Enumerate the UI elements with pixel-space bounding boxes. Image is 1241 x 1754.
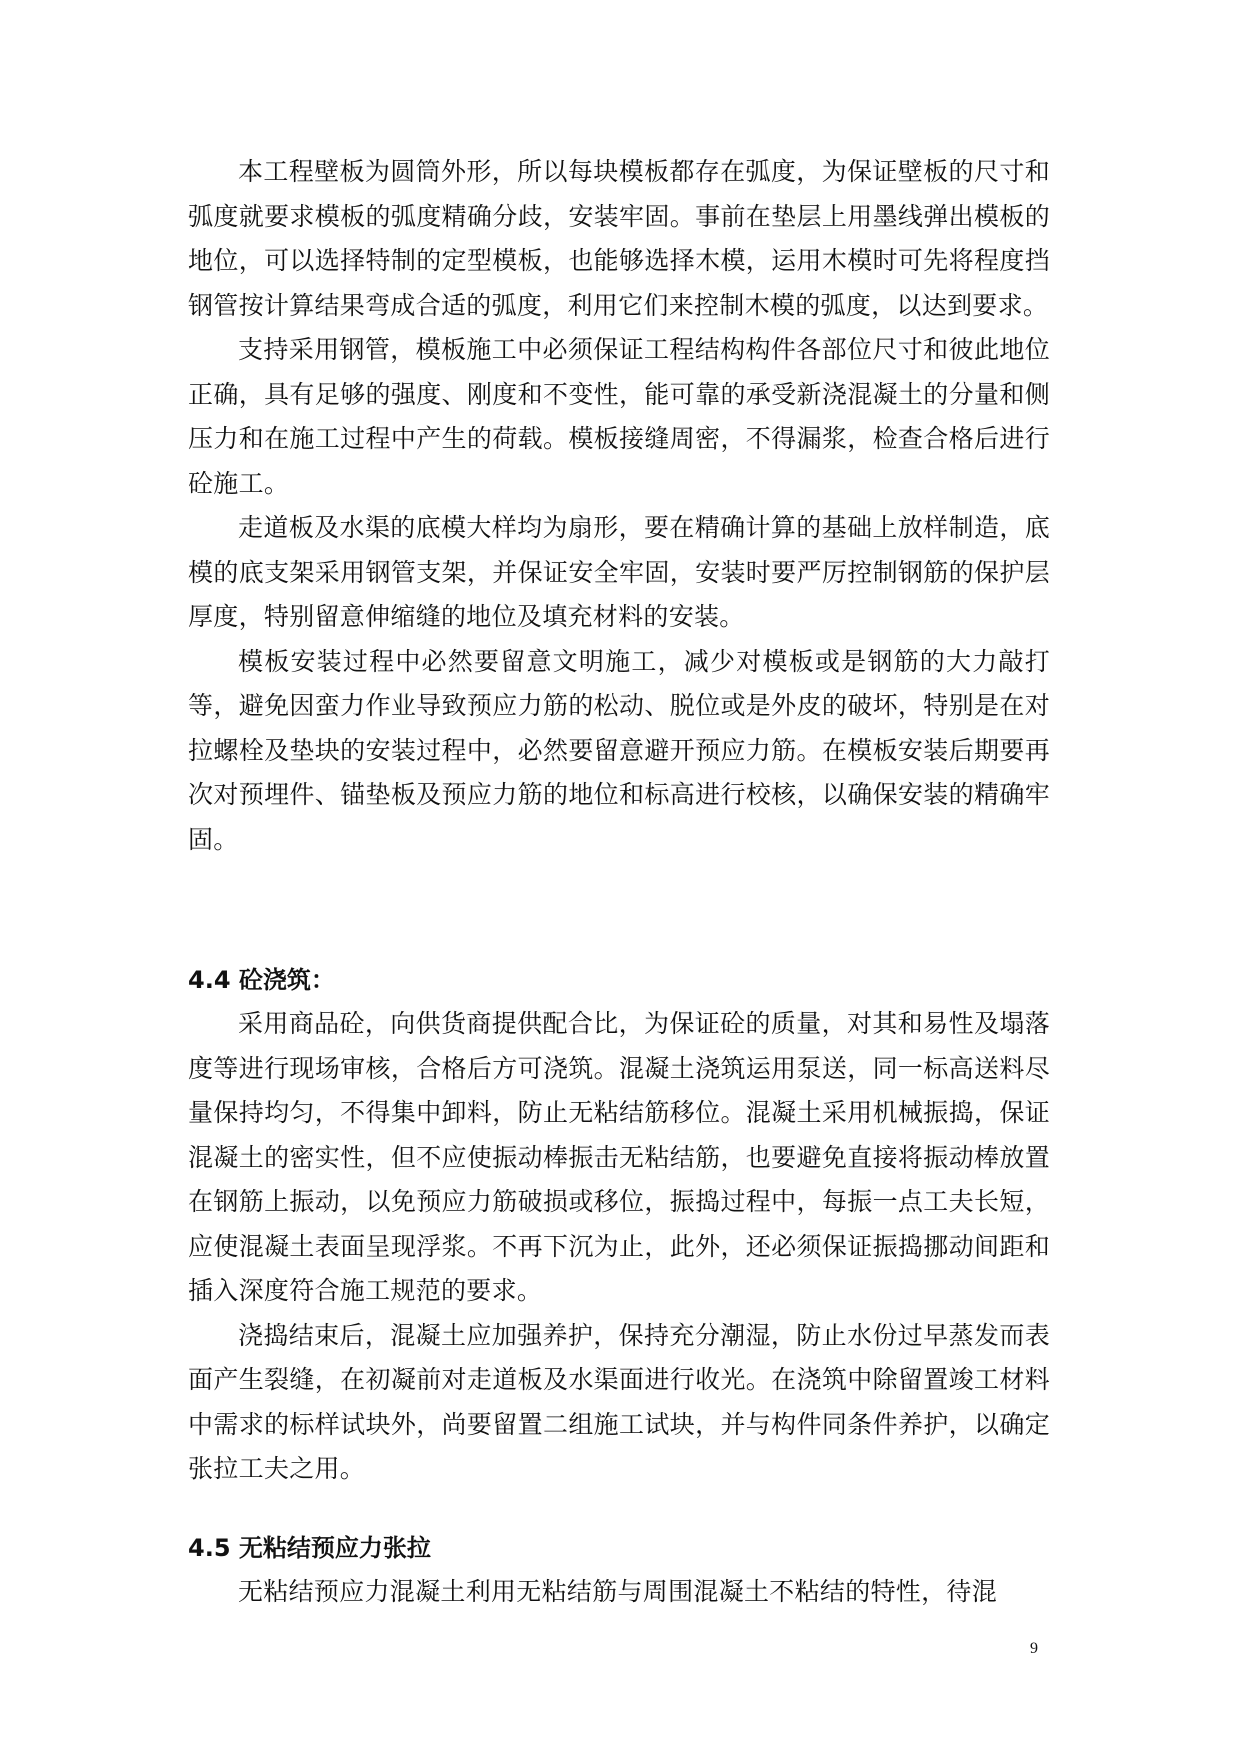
body-paragraph: 浇捣结束后，混凝土应加强养护，保持充分潮湿，防止水份过早蒸发而表面产生裂缝，在初凝前对走道板及水渠面进行收光。在浇筑中除留置竣工材料中需求的标样试块外，尚要留置二组施工试块，并与构件同条件养护，以确定张拉工夫之用。 <box>188 1320 1050 1483</box>
section-heading-4-4: 4.4 砼浇筑： <box>188 966 335 994</box>
body-paragraph: 无粘结预应力混凝土利用无粘结筋与周围混凝土不粘结的特性，待混 <box>238 1576 998 1606</box>
body-paragraph: 走道板及水渠的底模大样均为扇形，要在精确计算的基础上放样制造，底模的底支架采用钢管支架，并保证安全牢固，安装时要严厉控制钢筋的保护层厚度，特别留意伸缩缝的地位及填充材料的安装。 <box>188 513 1050 631</box>
body-paragraph: 本工程壁板为圆筒外形，所以每块模板都存在弧度，为保证壁板的尺寸和弧度就要求模板的弧度精确分歧，安装牢固。事前在垫层上用墨线弹出模板的地位，可以选择特制的定型模板，也能够选择木模，运用木模时可先将程度挡钢管按计算结果弯成合适的弧度，利用它们来控制木模的弧度，以达到要求。 <box>188 157 1050 320</box>
page-content <box>188 150 1050 1614</box>
body-paragraph: 支持采用钢管，模板施工中必须保证工程结构构件各部位尺寸和彼此地位正确，具有足够的强度、刚度和不变性，能可靠的承受新浇混凝土的分量和侧压力和在施工过程中产生的荷载。模板接缝周密，不得漏浆，检查合格后进行砼施工。 <box>188 335 1050 498</box>
page-number: 9 <box>1030 1640 1038 1657</box>
section-heading-4-5: 4.5 无粘结预应力张拉 <box>188 1533 431 1562</box>
body-paragraph: 采用商品砼，向供货商提供配合比，为保证砼的质量，对其和易性及塌落度等进行现场审核，合格后方可浇筑。混凝土浇筑运用泵送，同一标高送料尽量保持均匀，不得集中卸料，防止无粘结筋移位。混凝土采用机械振捣，保证混凝土的密实性，但不应使振动棒振击无粘结筋，也要避免直接将振动棒放置在钢筋上振动，以免预应力筋破损或移位，振捣过程中，每振一点工夫长短，应使混凝土表面呈现浮浆。不再下沉为止，此外，还必须保证振捣挪动间距和插入深度符合施工规范的要求。 <box>188 1009 1050 1305</box>
body-paragraph: 模板安装过程中必然要留意文明施工，减少对模板或是钢筋的大力敲打等，避免因蛮力作业导致预应力筋的松动、脱位或是外皮的破坏，特别是在对拉螺栓及垫块的安装过程中，必然要留意避开预应力筋。在模板安装后期要再次对预埋件、锚垫板及预应力筋的地位和标高进行校核，以确保安装的精确牢固。 <box>188 646 1050 854</box>
